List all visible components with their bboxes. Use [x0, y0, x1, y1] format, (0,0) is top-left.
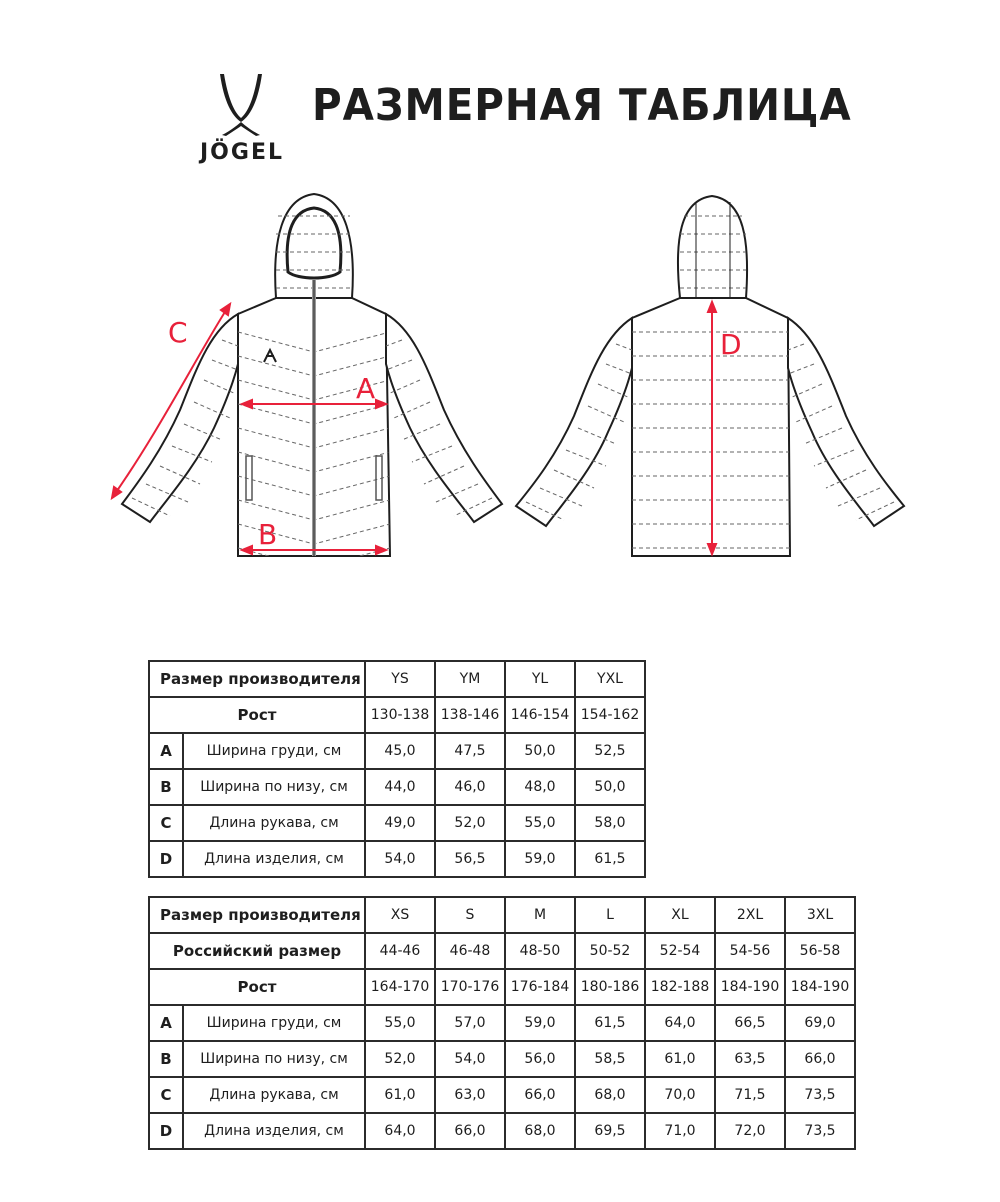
table-row — [149, 769, 645, 805]
value-cell: 66,0 — [785, 1041, 855, 1077]
row-letter: B — [149, 769, 183, 805]
height-cell: 180-186 — [575, 969, 645, 1005]
row-label: Длина изделия, см — [183, 841, 365, 877]
value-cell: 71,0 — [645, 1113, 715, 1149]
russian-size-cell: 48-50 — [505, 933, 575, 969]
value-cell: 63,5 — [715, 1041, 785, 1077]
value-cell: 63,0 — [435, 1077, 505, 1113]
value-cell: 72,0 — [715, 1113, 785, 1149]
value-cell: 58,0 — [575, 805, 645, 841]
dimension-label-b: B — [258, 518, 278, 551]
height-cell: 170-176 — [435, 969, 505, 1005]
dimension-label-c: C — [168, 316, 188, 349]
table-row — [149, 805, 645, 841]
row-letter: A — [149, 733, 183, 769]
value-cell: 52,0 — [365, 1041, 435, 1077]
row-label: Длина рукава, см — [183, 805, 365, 841]
header-label: Размер производителя — [149, 897, 365, 933]
height-cell: 182-188 — [645, 969, 715, 1005]
table-row — [149, 897, 855, 933]
value-cell: 68,0 — [575, 1077, 645, 1113]
value-cell: 69,0 — [785, 1005, 855, 1041]
value-cell: 64,0 — [645, 1005, 715, 1041]
value-cell: 66,5 — [715, 1005, 785, 1041]
table-row — [149, 969, 855, 1005]
brand-wordmark: JÖGEL — [200, 140, 284, 165]
value-cell: 49,0 — [365, 805, 435, 841]
row-label: Длина рукава, см — [183, 1077, 365, 1113]
size-cell: L — [575, 897, 645, 933]
size-cell: S — [435, 897, 505, 933]
table-row — [149, 697, 645, 733]
russian-size-cell: 50-52 — [575, 933, 645, 969]
value-cell: 70,0 — [645, 1077, 715, 1113]
height-label: Рост — [149, 969, 365, 1005]
value-cell: 66,0 — [435, 1113, 505, 1149]
size-cell: XL — [645, 897, 715, 933]
jacket-illustration — [0, 180, 1000, 580]
jacket-back — [516, 196, 904, 556]
value-cell: 61,0 — [365, 1077, 435, 1113]
size-cell: 3XL — [785, 897, 855, 933]
value-cell: 61,5 — [575, 841, 645, 877]
value-cell: 50,0 — [575, 769, 645, 805]
size-table-kids — [148, 660, 646, 878]
height-cell: 184-190 — [715, 969, 785, 1005]
row-label: Ширина по низу, см — [183, 769, 365, 805]
russian-size-cell: 56-58 — [785, 933, 855, 969]
row-letter: A — [149, 1005, 183, 1041]
value-cell: 59,0 — [505, 1005, 575, 1041]
table-row — [149, 933, 855, 969]
value-cell: 50,0 — [505, 733, 575, 769]
dimension-label-a: A — [356, 372, 376, 405]
value-cell: 56,0 — [505, 1041, 575, 1077]
table-row — [149, 733, 645, 769]
value-cell: 57,0 — [435, 1005, 505, 1041]
size-table-adult — [148, 896, 856, 1150]
row-label: Ширина по низу, см — [183, 1041, 365, 1077]
height-cell: 176-184 — [505, 969, 575, 1005]
value-cell: 55,0 — [365, 1005, 435, 1041]
value-cell: 54,0 — [435, 1041, 505, 1077]
size-cell: YM — [435, 661, 505, 697]
russian-size-cell: 52-54 — [645, 933, 715, 969]
value-cell: 73,5 — [785, 1077, 855, 1113]
size-cell: YS — [365, 661, 435, 697]
russian-size-cell: 46-48 — [435, 933, 505, 969]
row-letter: D — [149, 841, 183, 877]
table-row — [149, 1077, 855, 1113]
table-row — [149, 1113, 855, 1149]
value-cell: 52,0 — [435, 805, 505, 841]
value-cell: 66,0 — [505, 1077, 575, 1113]
size-cell: XS — [365, 897, 435, 933]
row-label: Ширина груди, см — [183, 1005, 365, 1041]
value-cell: 48,0 — [505, 769, 575, 805]
table-row — [149, 1005, 855, 1041]
row-letter: C — [149, 805, 183, 841]
brand-logo-mark — [214, 72, 268, 136]
jacket-drawing — [0, 180, 1000, 580]
russian-size-cell: 44-46 — [365, 933, 435, 969]
value-cell: 61,0 — [645, 1041, 715, 1077]
value-cell: 45,0 — [365, 733, 435, 769]
dimension-label-d: D — [720, 328, 742, 361]
table-row — [149, 1041, 855, 1077]
value-cell: 54,0 — [365, 841, 435, 877]
value-cell: 61,5 — [575, 1005, 645, 1041]
height-cell: 130-138 — [365, 697, 435, 733]
height-cell: 154-162 — [575, 697, 645, 733]
value-cell: 68,0 — [505, 1113, 575, 1149]
row-letter: D — [149, 1113, 183, 1149]
row-letter: C — [149, 1077, 183, 1113]
value-cell: 73,5 — [785, 1113, 855, 1149]
header-label: Размер производителя — [149, 661, 365, 697]
height-label: Рост — [149, 697, 365, 733]
row-label: Длина изделия, см — [183, 1113, 365, 1149]
row-letter: B — [149, 1041, 183, 1077]
value-cell: 44,0 — [365, 769, 435, 805]
height-cell: 164-170 — [365, 969, 435, 1005]
value-cell: 59,0 — [505, 841, 575, 877]
size-cell: 2XL — [715, 897, 785, 933]
value-cell: 64,0 — [365, 1113, 435, 1149]
value-cell: 47,5 — [435, 733, 505, 769]
size-cell: YL — [505, 661, 575, 697]
value-cell: 71,5 — [715, 1077, 785, 1113]
height-cell: 184-190 — [785, 969, 855, 1005]
row-label: Ширина груди, см — [183, 733, 365, 769]
size-cell: M — [505, 897, 575, 933]
russian-size-label: Российский размер — [149, 933, 365, 969]
value-cell: 46,0 — [435, 769, 505, 805]
brand-logo — [190, 72, 294, 168]
value-cell: 58,5 — [575, 1041, 645, 1077]
table-row — [149, 841, 645, 877]
russian-size-cell: 54-56 — [715, 933, 785, 969]
value-cell: 55,0 — [505, 805, 575, 841]
value-cell: 52,5 — [575, 733, 645, 769]
table-row — [149, 661, 645, 697]
value-cell: 56,5 — [435, 841, 505, 877]
page-title: РАЗМЕРНАЯ ТАБЛИЦА — [312, 80, 852, 131]
value-cell: 69,5 — [575, 1113, 645, 1149]
size-cell: YXL — [575, 661, 645, 697]
height-cell: 138-146 — [435, 697, 505, 733]
height-cell: 146-154 — [505, 697, 575, 733]
